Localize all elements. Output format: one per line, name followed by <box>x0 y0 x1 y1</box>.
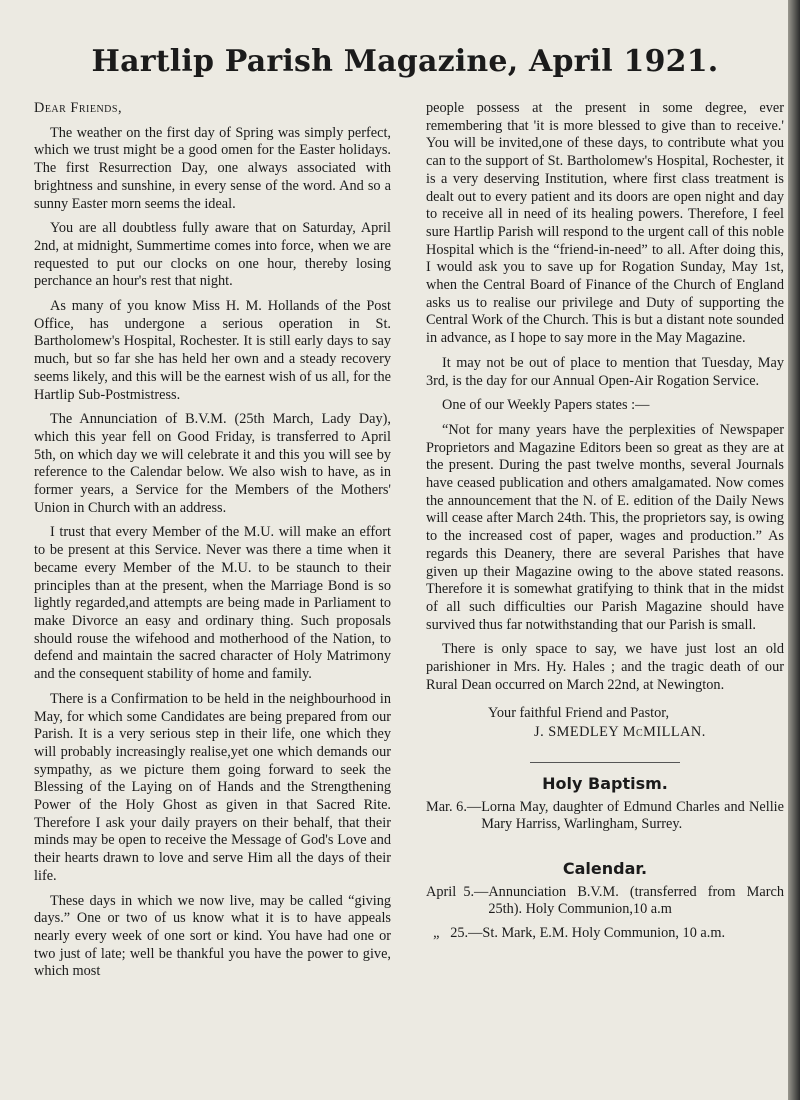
paragraph-quotation: “Not for many years have the perplexities of Newspaper Proprietors and Magazine Editors been so great as they are at the present. During the past twelve months, several Journals have ceased publication and others amalgamated. Now comes the announcement that the N. of E. edition of the Daily News will cease after March 24th. This, the proprietors say, is owing to the increased cost of paper, wages and production.” As regards this Deanery, there are several Parishes that have given up their Magazine owing to the above stated reasons. Therefore it is somewhat gratifying to think that in the midst of all such difficulties our Parish Magazine should have survived thus far notwithstanding that our Parish is small. <box>426 421 784 633</box>
baptism-text: Lorna May, daughter of Edmund Charles and Nellie Mary Harriss, Warlingham, Surrey. <box>481 798 784 833</box>
paragraph-annunciation: The Annunciation of B.V.M. (25th March, Lady Day), which this year fell on Good Friday, is transferred to April 5th, on which day we will celebrate it and this you will see by reference to the Calendar below. We also wish to have, as in former years, a Service for the Members of the Mothers' Union in Church with an address. <box>34 411 391 516</box>
section-divider <box>530 762 680 763</box>
baptism-heading: Holy Baptism. <box>542 773 668 793</box>
page-title: Hartlip Parish Magazine, April 1921. <box>91 44 719 79</box>
baptism-date: Mar. 6.— <box>426 798 482 815</box>
baptism-entry <box>426 799 784 834</box>
calendar-entry <box>426 925 784 943</box>
paragraph-weekly-papers: One of our Weekly Papers states :— <box>442 397 650 414</box>
calendar-text: Annunciation B.V.M. (transferred from March 25th). Holy Communion,10 a.m <box>488 883 784 918</box>
page-edge-shadow <box>788 0 800 1100</box>
paragraph-rogation: It may not be out of place to mention that Tuesday, May 3rd, is the day for our Annual Open-Air Rogation Service. <box>426 354 784 389</box>
paragraph-hollands: As many of you know Miss H. M. Hollands of the Post Office, has undergone a serious operation in St. Bartholomew's Hospital, Rochester. It is still early days to say much, but so far she has held her own and a steady recovery seems likely, and this will be the earnest wish of us all, for the Hartlip Sub-Postmistress. <box>34 298 391 403</box>
paragraph-summertime: You are all doubtless fully aware that on Saturday, April 2nd, at midnight, Summertime comes into force, when we are requested to put our clocks on one hour, thereby losing perchance an hour's rest that night. <box>34 220 391 290</box>
calendar-date: „ 25.— <box>426 925 483 942</box>
closing-line: Your faithful Friend and Pastor, <box>488 704 670 721</box>
right-column <box>426 100 784 949</box>
paragraph-confirmation: There is a Confirmation to be held in the neighbourhood in May, for which some Candidates are being prepared from our Parish. It is a very serious step in their life, one which they will probably increasingly realise,yet one which demands our sympathy, as we picture them going forward to seek the Blessing of the Laying on of Hands and the Strengthening Power of the Holy Ghost as given in that Sacred Rite. Therefore I ask your daily prayers on their behalf, that their minds may be open to receive the Message of God's Love and their hearts drawn to love and serve Him all the days of their life. <box>34 690 391 884</box>
signature: J. SMEDLEY McMILLAN. <box>534 724 706 741</box>
paragraph-weather: The weather on the first day of Spring was simply perfect, which we trust might be a good omen for the Easter holidays. The first Resurrection Day, one always associated with brightness and sunshine, in every sense of the word. And so a sunny Easter morn seems the ideal. <box>34 124 391 212</box>
calendar-heading: Calendar. <box>562 859 648 879</box>
paragraph-mothers-union: I trust that every Member of the M.U. will make an effort to be present at this Service. Never was there a time when it became every Member of the M.U. to be staunch to their principles than at the present, when the Marriage Bond is so lightly regarded,and attempts are being made in Parliament to make Divorce an easy and ordinary thing. Such proposals should rouse the wifehood and motherhood of the Nation, to defend and maintain the sacred character of Holy Matrimony and the consequent stability of home and family. <box>34 524 391 683</box>
paragraph-hospital: people possess at the present in some degree, ever remembering that 'it is more blessed to give than to receive.' You will be invited,one of these days, to contribute what you can to the support of St. Bartholomew's Hospital, Rochester, it is a very deserving Institution, where first class treatment is dealt out to every patient and its doors are open night and day to receive all in need of its healing powers. Therefore, I feel sure Hartlip Parish will respond to the urgent call of this noble Hospital which is the “friend-in-need” to all. After doing this, I would ask you to save up for Rogation Sunday, May 1st, when the Central Board of Finance of the Church of England asks us to realise our privilege and Duty of supporting the Central Work of the Church. This is but a distant note sounded in advance, as I hope to say more in the May Magazine. <box>426 100 784 347</box>
section-gap <box>426 840 784 860</box>
salutation: Dear Friends, <box>34 100 123 116</box>
paragraph-giving-days: These days in which we now live, may be called “giving days.” One or two of us know what it is to have appeals nearly every week of one sort or kind. You have had one or two just of late; well be thankful you have the power to give, which most <box>34 892 391 980</box>
paragraph-parishioner: There is only space to say, we have just lost an old parishioner in Mrs. Hy. Hales ; and the tragic death of our Rural Dean occurred on March 22nd, at Newington. <box>426 641 784 693</box>
left-column <box>34 100 391 988</box>
calendar-text: St. Mark, E.M. Holy Communion, 10 a.m. <box>482 925 726 942</box>
calendar-entry <box>426 884 784 919</box>
calendar-date: April 5.— <box>426 883 489 900</box>
